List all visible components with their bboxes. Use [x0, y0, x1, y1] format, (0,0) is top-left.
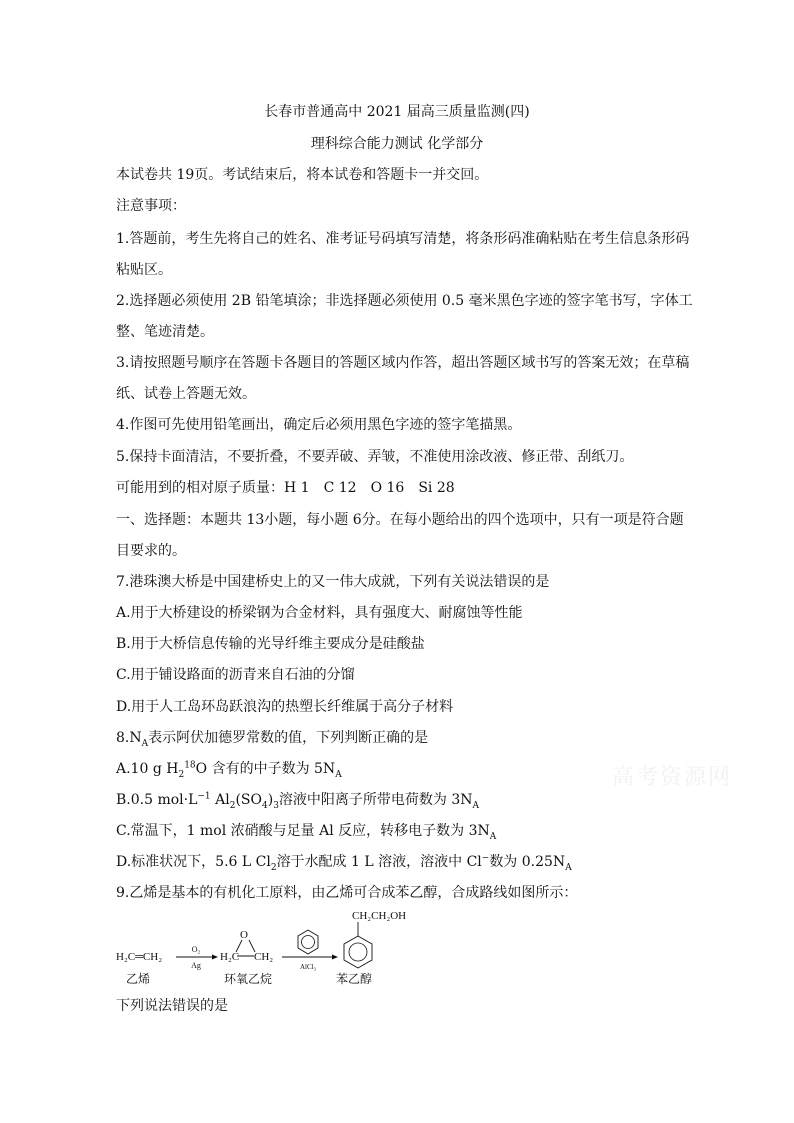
reagent-alcl3: AlCl₃	[299, 963, 317, 971]
q8-d-sub2: A	[565, 862, 572, 873]
q8-d-part1: D.标准状况下，5.6 L Cl	[116, 854, 271, 870]
mass-h: H 1	[284, 480, 310, 496]
q8-option-d	[116, 852, 572, 872]
q8-stem-a: A	[141, 738, 149, 749]
ethylene-formula: H₂C═CH₂	[116, 951, 163, 963]
q8-stem	[116, 728, 428, 748]
label-epoxide: 环氧乙烷	[224, 972, 273, 986]
exam-subtitle: 理科综合能力测试 化学部分	[310, 136, 484, 152]
notice-2b: 整、笔迹清楚。	[116, 324, 214, 340]
reagent-o2: O₂	[191, 945, 201, 954]
q8-b-sup: −1	[197, 791, 211, 802]
product-benzene-ring	[349, 943, 367, 961]
q8-a-sub2: A	[335, 769, 342, 780]
q8-b-sub3: 3	[273, 800, 279, 811]
product-benzene-icon	[344, 936, 372, 968]
watermark: 高考资源网	[612, 765, 733, 790]
label-product: 苯乙醇	[336, 972, 373, 986]
notice-3a: 3.请按照题号顺序在答题卡各题目的答题区域内作答，超出答题区域书写的答案无效；在草稿	[116, 355, 690, 371]
q8-c-sub: A	[489, 831, 497, 842]
q8-b-part5: 溶液中阳离子所带电荷数为 3N	[278, 792, 473, 808]
intro-text: 本试卷共 19页。考试结束后，将本试卷和答题卡一并交回。	[116, 167, 489, 183]
q8-a-sub: 2	[178, 769, 185, 780]
q8-b-sub4: A	[472, 800, 480, 811]
atomic-mass-label: 可能用到的相对原子质量：	[116, 480, 284, 496]
notice-4: 4.作图可先使用铅笔画出，确定后必须用黑色字迹的签字笔描黑。	[116, 417, 522, 433]
epoxide-left-carbon: H₂C	[220, 951, 240, 963]
q8-d-sup: −	[481, 853, 490, 864]
q8-b-part1: B.0.5 mol·L	[116, 792, 198, 808]
notice-5: 5.保持卡面清洁，不要折叠，不要弄破、弄皱，不准使用涂改液、修正带、刮纸刀。	[116, 449, 634, 465]
q8-d-part3: 数为 0.25N	[489, 854, 566, 870]
q8-b-sub1: 2	[229, 800, 236, 811]
q8-d-part2: 溶于水配成 1 L 溶液，溶液中 Cl	[276, 854, 482, 870]
q9-stem: 9.乙烯是基本的有机化工原料，由乙烯可合成苯乙醇，合成路线如图所示：	[116, 885, 578, 901]
notice-heading: 注意事项：	[116, 198, 186, 214]
q9-followup: 下列说法错误的是	[116, 998, 228, 1014]
q8-stem-rest: 表示阿伏加德罗常数的值，下列判断正确的是	[148, 730, 429, 746]
q8-b-part2: Al	[210, 792, 230, 808]
reagent-ag: Ag	[191, 961, 201, 970]
q8-a-sup: 18	[184, 760, 196, 771]
q8-option-b	[116, 790, 479, 810]
section-1-heading-a: 一、选择题：本题共 13小题，每小题 6分。在每小题给出的四个选项中，只有一项是符合题	[116, 512, 684, 528]
benzene-reagent-ring	[302, 936, 315, 949]
synthesis-scheme	[112, 908, 412, 988]
mass-si: Si 28	[418, 480, 455, 496]
benzene-reagent-icon	[298, 930, 318, 954]
section-1-heading-b: 目要求的。	[116, 543, 186, 559]
exam-title: 长春市普通高中 2021 届高三质量监测(四)	[264, 104, 530, 120]
q8-b-part3: (SO	[235, 792, 262, 808]
notice-3b: 纸、试卷上答题无效。	[116, 386, 256, 402]
q8-d-sub1: 2	[270, 862, 277, 873]
q8-stem-n: 8.N	[116, 730, 142, 746]
q8-option-a	[116, 759, 342, 779]
q7-option-c: C.用于铺设路面的沥青来自石油的分馏	[116, 667, 355, 683]
q7-option-d: D.用于人工岛环岛跃浪沟的热塑长纤维属于高分子材料	[116, 699, 454, 715]
label-ethylene: 乙烯	[126, 972, 151, 986]
arrow-2-head	[332, 955, 338, 960]
q8-a-part2: O 含有的中子数为 5N	[195, 761, 336, 777]
q8-option-c	[116, 821, 496, 841]
product-side-chain: CH₂CH₂OH	[352, 910, 407, 922]
q7-stem: 7.港珠澳大桥是中国建桥史上的又一伟大成就，下列有关说法错误的是	[116, 574, 550, 590]
notice-1a: 1.答题前，考生先将自己的姓名、准考证号码填写清楚，将条形码准确粘贴在考生信息条形码	[116, 231, 690, 247]
mass-c: C 12	[323, 480, 357, 496]
mass-o: O 16	[370, 480, 405, 496]
q8-b-sub2: 4	[261, 800, 268, 811]
epoxide-oxygen: O	[240, 929, 248, 941]
q7-option-a: A.用于大桥建设的桥梁钢为合金材料，具有强度大、耐腐蚀等性能	[116, 605, 523, 621]
epoxide-right-carbon: CH₂	[254, 951, 274, 963]
notice-2a: 2.选择题必须使用 2B 铅笔填涂；非选择题必须使用 0.5 毫米黑色字迹的签字笔书写，字体工	[116, 293, 693, 309]
q8-b-part4: )	[267, 792, 274, 808]
notice-1b: 粘贴区。	[116, 262, 172, 278]
q8-c-part1: C.常温下，1 mol 浓硝酸与足量 Al 反应，转移电子数为 3N	[116, 823, 490, 839]
q7-option-b: B.用于大桥信息传输的光导纤维主要成分是硅酸盐	[116, 636, 425, 652]
atomic-mass-line	[116, 478, 455, 498]
arrow-1-head	[212, 955, 218, 960]
q8-a-part1: A.10 g H	[116, 761, 179, 777]
